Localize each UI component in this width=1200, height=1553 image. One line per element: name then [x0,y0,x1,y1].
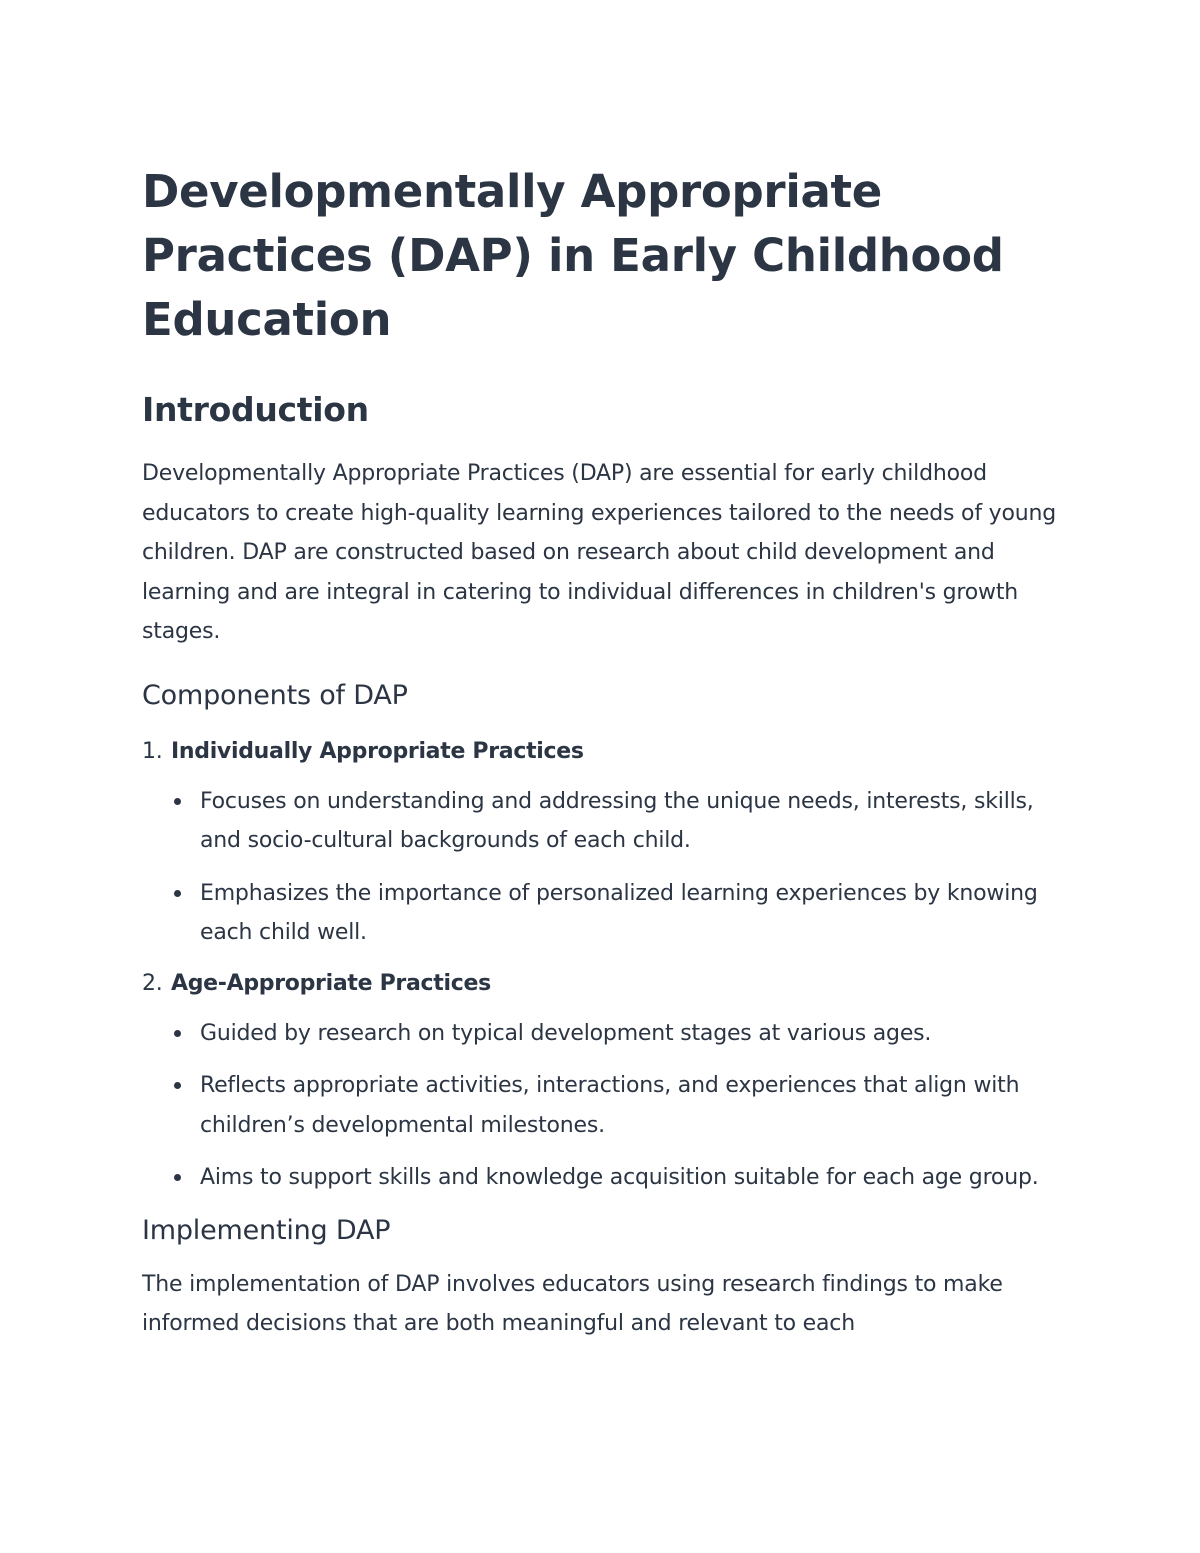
implementing-heading: Implementing DAP [142,1214,391,1246]
component-points [142,1014,1062,1198]
components-list [142,734,1062,1198]
component-heading [142,966,1062,1002]
bullet-icon [174,890,181,897]
component-item [142,734,1062,953]
components-heading: Components of DAP [142,679,408,711]
component-title: Age-Appropriate Practices [171,970,491,996]
bullet-icon [174,1174,181,1181]
list-item-text: Guided by research on typical development stages at various ages. [200,1020,932,1046]
component-title: Individually Appropriate Practices [171,738,584,764]
component-number: 1. [142,738,163,764]
introduction-paragraph: Developmentally Appropriate Practices (DAP) are essential for early childhood educators to create high-quality learning experiences tailored to the needs of young children. DAP are constructed based on research about child development and learning and are integral in catering to individual differences in children's growth stages. [142,461,1056,644]
list-item-text: Aims to support skills and knowledge acquisition suitable for each age group. [200,1165,1039,1190]
document-title: Developmentally Appropriate Practices (DAP) in Early Childhood Education [142,165,1004,346]
list-item-text: Focuses on understanding and addressing the unique needs, interests, skills, and socio-cultural backgrounds of each child. [200,788,1034,853]
list-item [172,782,1062,861]
implementing-paragraph: The implementation of DAP involves educators using research findings to make informed decisions that are both meaningful and relevant to each [142,1271,1003,1336]
document-content [142,160,1062,1344]
list-item [172,874,1062,953]
component-points [142,782,1062,953]
list-item-text: Reflects appropriate activities, interactions, and experiences that align with children’s developmental milestones. [200,1073,1020,1138]
component-heading [142,734,1062,770]
list-item [172,1014,1062,1054]
bullet-icon [174,1082,181,1089]
list-item-text: Emphasizes the importance of personalized learning experiences by knowing each child well. [200,880,1038,945]
bullet-icon [174,798,181,805]
introduction-heading: Introduction [142,390,369,429]
component-item [142,966,1062,1198]
bullet-icon [174,1030,181,1037]
component-number: 2. [142,970,163,996]
list-item [172,1066,1062,1145]
list-item [172,1158,1062,1198]
